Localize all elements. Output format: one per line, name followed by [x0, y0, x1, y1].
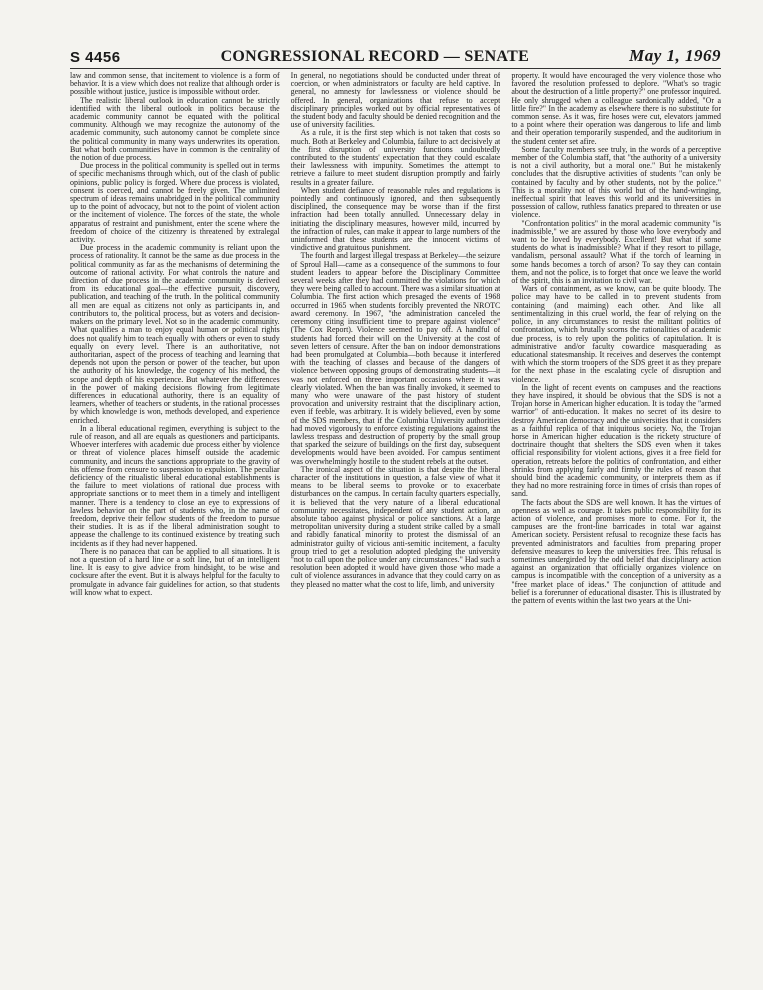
paragraph: property. It would have encouraged the very violence those who favored the resolution professed to deplore. "What's so tragic about the destruction of a little property?" one professor inquired. He only shrugged when a colleague sardonically added, "Or a little fire?" In the academy as elsewhere there is no substitute for common sense. As it was, fire hoses were cut, elevators jammed to a point where their operation was dangerous to life and limb and their operation temporarily suspended, and the auditorium in the student center set afire. [511, 72, 721, 146]
paragraph: Due process in the academic community is reliant upon the process of rationality. It cannot be the same as due process in the political community as far as the mechanisms of determining the outcome of rational activity. For what controls the nature and direction of due process in the academic community is derived from its educational goal—the effective pursuit, discovery, publication, and teaching of the truth. In the political community all men are equal as citizens not only as participants in, and contributors to, the political process, but as voters and decision-makers on the primary level. Not so in the academic community. What qualifies a man to enjoy equal human or political rights does not qualify him to teach equally with others or even to study equally on every level. There is an authoritative, not authoritarian, aspect of the process of teaching and learning that depends not upon the person or power of the teacher, but upon the authority of his knowledge, the cogency of his method, the scope and depth of his experience. But whatever the differences in the power of making decisions flowing from legitimate differences in educational authority, there is an equality of learners, whether of teachers or students, in the rational processes by which knowledge is won, methods developed, and experience enriched. [70, 243, 280, 425]
paragraph: As a rule, it is the first step which is not taken that costs so much. Both at Berkeley and Columbia, failure to act decisively at the first disruption of university functions undoubtedly contributed to the students' expectation that they could escalate their lawlessness with impunity. Sometimes the attempt to retrieve a failure to meet student disruption promptly and fairly results in a greater failure. [290, 128, 501, 187]
issue-date: May 1, 1969 [629, 46, 721, 65]
paragraph: law and common sense, that incitement to violence is a form of behavior. It is a view which does not realize that although order is possible without justice, justice is impossible without order. [70, 72, 280, 97]
paragraph: In general, no negotiations should be conducted under threat of coercion, or when administrators or faculty are held captive. In general, no amnesty for lawlessness or violence should be offered. In general, organizations that refuse to accept disciplinary principles worked out by official representatives of the student body and faculty should be denied recognition and the use of university facilities. [290, 72, 501, 130]
paragraph: "Confrontation politics" in the moral academic community "is inadmissible," we are assured by those who love everybody and want to be loved by everybody. Excellent! But what if some students do what is inadmissible? What if they resort to pillage, vandalism, personal assault? What if the torch of learning in some hands becomes a torch of arson? To say they can contain them, and not the police, is to forget that once we leave the world of the spirit, this is an invitation to civil war. [511, 218, 721, 286]
paragraph: The fourth and largest illegal trespass at Berkeley—the seizure of Sproul Hall—came as a consequence of the summons to four student leaders to appear before the Disciplinary Committee several weeks after they had committed the violations for which they were being called to account. There was a similar situation at Columbia. The first action which presaged the events of 1968 occurred in 1965 when students forcibly prevented the NROTC award ceremony. In 1967, "the administration canceled the ceremony citing insufficient time to prepare against violence" (The Cox Report). Violence seemed to pay off. A handful of students had forced their will on the University at the cost of seven letters of censure. After the ban on indoor demonstrations had been promulgated at Columbia—both because it interfered with the teaching of classes and because of the dangers of violence between opposing groups of demonstrating students—it was not enforced on three important occasions where it was clearly violated. When the ban was finally invoked, it seemed to many who were unaware of the past history of student provocation and university restraint that the disciplinary action, even if feeble, was arbitrary. It is widely believed, even by some of the SDS members, that if the Columbia University authorities had moved vigorously to enforce existing regulations against the lawless trespass and destruction of property by the small group that sparked the seizure of buildings on the first day, subsequent developments would have been avoided. For campus sentiment was overwhelmingly hostile to the student rebels at the outset. [290, 251, 501, 466]
paragraph: In the light of recent events on campuses and the reactions they have inspired, it should be obvious that the SDS is not a Trojan horse in American higher education. It is today the "armed warrior" of anti-education. It makes no secret of its desire to destroy American democracy and the universities that it considers as a faithful replica of that iniquitous society. No, the Trojan horse in American higher education is the rickety structure of doctrinaire thought that shelters the SDS even when it takes official responsibility for violent actions, gives it a free field for operation, retreats before the politics of confrontation, and either shrinks from applying fairly and firmly the rules of reason that should bind the academic community, or interprets them as if they had no more restraining force in times of crisis than ropes of sand. [511, 382, 721, 499]
column-right [511, 72, 721, 976]
paragraph: Wars of containment, as we know, can be quite bloody. The police may have to be called in to prevent students from containing (and maiming) each other. And like all sentimentalizing in this cruel world, the fear of relying on the police, in any circumstances to resist the militant politics of confrontation, which brutally scorns the rationalities of academic due process, is to rely upon the politics of capitulation. It is administrative and/or faculty cowardice masquerading as educational statesmanship. It receives and deserves the contempt with which the storm troopers of the SDS greet it as they prepare for the next phase in the escalating cycle of disruption and violence. [511, 284, 721, 384]
paragraph: The ironical aspect of the situation is that despite the liberal character of the institutions in question, a false view of what it means to be liberal seems to provoke or to exacerbate disturbances on the campus. In certain faculty quarters especially, it is believed that the very nature of a liberal educational community necessitates, independent of any student action, an absolute taboo against physical or police sanctions. At a large metropolitan university during a student strike called by a small and rabidly fanatical minority to protest the dismissal of an administrator guilty of vicious anti-semitic incitement, a faculty group tried to get a resolution adopted pledging the university "not to call upon the police under any circumstances." Had such a resolution been adopted it would have given those who made a cult of violence assurances in advance that they could carry on as they pleased no matter what the cost to life, limb, and university [290, 464, 501, 589]
paragraph: In a liberal educational regimen, everything is subject to the rule of reason, and all are equals as questioners and participants. Whoever interferes with academic due process either by violence or threat of violence places himself outside the academic community, and incurs the sanctions appropriate to the gravity of his offense from censure to suspension to expulsion. The peculiar deficiency of the ritualistic liberal educational establishments is the failure to meet violations of rational due process with appropriate sanctions or to meet them in a timely and intelligent manner. There is a tendency to close an eye to expressions of lawless behavior on the part of students who, in the name of freedom, deprive their fellow students of the freedom to pursue their studies. It is as if the liberal administration sought to appease the challenge to its continued existence by treating such incidents as if they had never happened. [70, 423, 280, 548]
publication-title: CONGRESSIONAL RECORD — SENATE [220, 48, 530, 65]
page-number: S 4456 [70, 49, 121, 66]
paragraph: Some faculty members see truly, in the words of a perceptive member of the Columbia staff, that "the authority of a university is not a civil authority, but a moral one." But he mistakenly concludes that the disruptive activities of students "can only be contained by faculty and by other students, not by the police." This is a morality not of this world but of the hand-wringing, ineffectual spirit that leaves this world and its universities in possession of callow, ruthless fanatics prepared to threaten or use violence. [511, 144, 721, 220]
text-columns [70, 72, 721, 976]
paragraph: When student defiance of reasonable rules and regulations is pointedly and continuously ignored, and then subsequently disciplined, the consequence may be worse than if the first infraction had been totally annulled. Unnecessary delay in initiating the disciplinary measures, however mild, incurred by the infraction of rules, can make it appear to large numbers of the uninformed that these students are the innocent victims of vindictive and gratuitous punishment. [290, 185, 501, 253]
paragraph: Due process in the political community is spelled out in terms of specific mechanisms through which, out of the clash of public opinions, public policy is forged. Where due process is violated, consent is coerced, and cannot be freely given. The unlimited spectrum of ideas remains unabridged in the political community up to the point of advocacy, but not to the point of violent action or the incitement of violence. The forces of the state, the whole apparatus of restraint and punishment, enter the scene where the freedom of choice of the citizenry is threatened by extralegal activity. [70, 161, 280, 245]
paragraph: There is no panacea that can be applied to all situations. It is not a question of a hard line or a soft line, but of an intelligent line. It is easy to give advice from hindsight, to be wise and cocksure after the event. But it is always helpful for the faculty to promulgate in advance fair guidelines for action, so that students will know what to expect. [70, 546, 280, 597]
paragraph: The facts about the SDS are well known. It has the virtues of openness as well as courage. It takes public responsibility for its action of violence, and promises more to come. For it, the campuses are the front-line barricades in total war against American society. Persistent refusal to recognize these facts has prevented administrators and faculties from preparing proper defensive measures to keep the universities free. This refusal is sometimes undergirded by the odd belief that disciplinary action against an organization that officially organizes violence on campus is incompatible with the conception of a university as a "free market place of ideas." The conjunction of attitude and belief is a forerunner of educational disaster. This is illustrated by the pattern of events within the last two years at the Uni- [511, 497, 721, 605]
column-left [70, 72, 280, 976]
paragraph: The realistic liberal outlook in education cannot be strictly identified with the liberal outlook in politics because the academic community cannot be equated with the political community. Although we may recognize the autonomy of the academic community, such autonomy cannot be complete since the political community in many ways underwrites its operation. But what both communities have in common is the centrality of the notion of due process. [70, 95, 280, 163]
column-middle [291, 72, 501, 976]
page-header [70, 44, 721, 69]
